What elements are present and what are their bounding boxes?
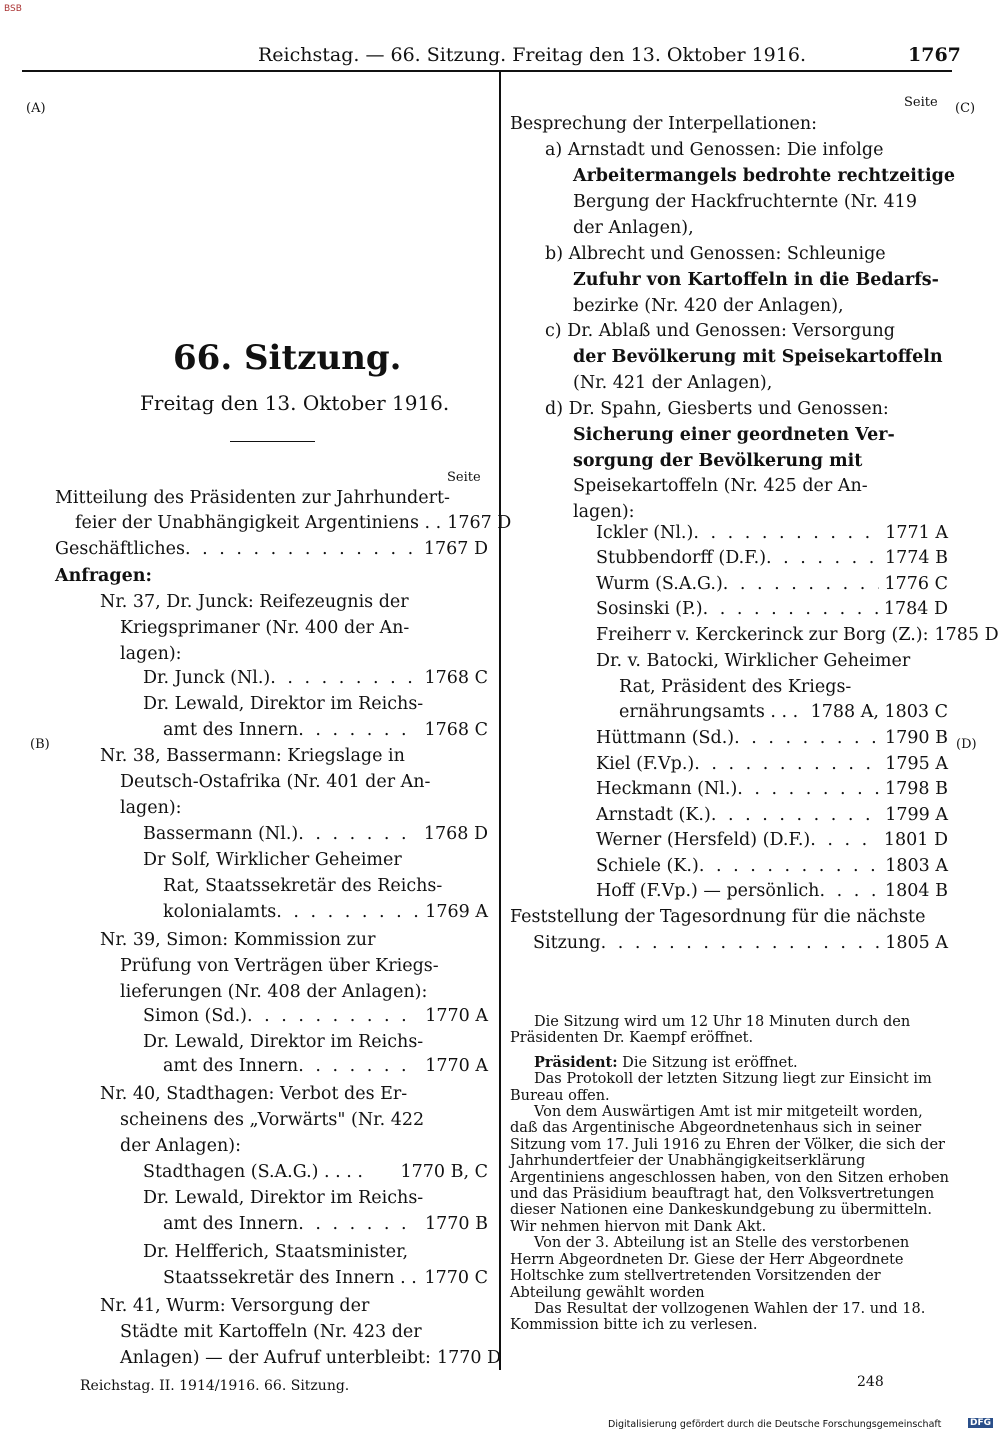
toc-line: lagen): xyxy=(573,502,635,522)
toc-page: 1784 D xyxy=(883,599,948,619)
toc-line: der Anlagen), xyxy=(573,218,694,238)
toc-line: Zufuhr von Kartoffeln in die Bedarfs- xyxy=(573,270,939,290)
toc-line: Deutsch-Ostafrika (Nr. 401 der An- xyxy=(120,772,431,792)
toc-line: Kriegsprimaner (Nr. 400 der An- xyxy=(120,618,410,638)
toc-line: Rat, Staatssekretär des Reichs- xyxy=(163,876,443,896)
toc-row xyxy=(163,719,488,741)
margin-d: (D) xyxy=(956,737,977,752)
toc-row xyxy=(596,778,948,800)
toc-line: a) Arnstadt und Genossen: Die infolge xyxy=(545,140,884,160)
toc-line: Mitteilung des Präsidenten zur Jahrhundert- xyxy=(55,488,450,508)
toc-page: 1768 C xyxy=(424,720,488,740)
toc-label: Wurm (S.A.G.) xyxy=(596,574,723,594)
toc-label: Sosinski (P.) xyxy=(596,599,703,619)
toc-label: feier der Unabhängigkeit Argentiniens . . xyxy=(75,513,442,533)
margin-a: (A) xyxy=(26,101,46,116)
toc-label: Sitzung xyxy=(533,933,601,953)
toc-page: 1790 B xyxy=(885,728,948,748)
toc-label: Hoff (F.Vp.) — persönlich xyxy=(596,881,820,901)
toc-row xyxy=(596,598,948,620)
toc-row xyxy=(163,1055,488,1077)
library-mark: BSB xyxy=(4,4,22,14)
session-date: Freitag den 13. Oktober 1916. xyxy=(140,391,450,415)
toc-page: 1769 A xyxy=(425,902,488,922)
toc-line: Dr. Lewald, Direktor im Reichs- xyxy=(143,694,424,714)
election-paragraph: Von der 3. Abteilung ist an Stelle des verstorbenen Herrn Abgeordneten Dr. Giese der Herr Abgeordnete Holtschke zum stellvertretenden Vorsitzenden der Abteilung gewählt worden xyxy=(510,1235,910,1301)
toc-label: Dr. Junck (Nl.) xyxy=(143,668,271,688)
toc-line: der Anlagen): xyxy=(120,1136,241,1156)
toc-row xyxy=(596,753,948,775)
toc-page: 1798 B xyxy=(885,779,948,799)
toc-line: Feststellung der Tagesordnung für die nächste xyxy=(510,907,926,927)
toc-page: 1774 B xyxy=(885,548,948,568)
toc-page: 1770 B xyxy=(425,1214,488,1234)
toc-line: Bergung der Hackfruchternte (Nr. 419 xyxy=(573,192,917,212)
toc-line: d) Dr. Spahn, Giesberts und Genossen: xyxy=(545,399,889,419)
toc-row xyxy=(596,855,948,877)
dfg-credit: Digitalisierung gefördert durch die Deutsche Forschungsgemeinschaft xyxy=(608,1419,942,1430)
toc-line: b) Albrecht und Genossen: Schleunige xyxy=(545,244,886,264)
toc-line: c) Dr. Ablaß und Genossen: Versorgung xyxy=(545,321,895,341)
toc-line: Arbeitermangels bedrohte rechtzeitige xyxy=(573,166,955,186)
toc-label: Kiel (F.Vp.) xyxy=(596,754,695,774)
toc-row xyxy=(596,727,948,749)
toc-label: amt des Innern xyxy=(163,1056,299,1076)
toc-row xyxy=(143,1161,488,1183)
toc-page: 1804 B xyxy=(885,881,948,901)
toc-page: 1788 A, 1803 C xyxy=(810,702,948,722)
toc-label: Simon (Sd.) xyxy=(143,1006,247,1026)
toc-label: kolonialamts xyxy=(163,902,277,922)
toc-row xyxy=(596,880,948,902)
margin-b: (B) xyxy=(30,737,50,752)
toc-row xyxy=(619,701,948,723)
results-paragraph: Das Resultat der vollzogenen Wahlen der 17. und 18. Kommission bitte ich zu verlesen. xyxy=(510,1300,926,1334)
toc-page: 1768 C xyxy=(424,668,488,688)
toc-label: Heckmann (Nl.) xyxy=(596,779,738,799)
toc-line: lagen): xyxy=(120,798,182,818)
toc-row xyxy=(596,829,948,851)
toc-page: 1785 D xyxy=(934,625,999,645)
toc-page: 1770 A xyxy=(425,1006,488,1026)
toc-page: 1795 A xyxy=(885,754,948,774)
toc-label: Staatssekretär des Innern . . xyxy=(163,1268,417,1288)
toc-label: Stubbendorff (D.F.) xyxy=(596,548,767,568)
toc-label: Anlagen) — der Aufruf unterbleibt: xyxy=(120,1348,431,1368)
toc-row xyxy=(55,538,488,560)
toc-row xyxy=(143,1005,488,1027)
toc-row xyxy=(596,804,948,826)
toc-line: Dr. Helfferich, Staatsminister, xyxy=(143,1242,409,1262)
toc-line: bezirke (Nr. 420 der Anlagen), xyxy=(573,296,844,316)
toc-label: Freiherr v. Kerckerinck zur Borg (Z.): xyxy=(596,625,929,645)
argentina-paragraph: Von dem Auswärtigen Amt ist mir mitgeteilt worden, daß das Argentinische Abgeordnetenhaus sich in seiner Sitzung vom 17. Juli 1916 zu Ehren der Völker, die sich der Jahrhundertfeier der Unabhängigkeitserklärung Argentiniens angeschlossen haben, von den Sitzen erhoben und das Präsidium beauftragt hat, den Volksvertretungen dieser Nationen eine Dankeskundgebung zu übermitteln. Wir nehmen hiervon mit Dank Akt. xyxy=(510,1104,949,1235)
toc-page: 1770 B, C xyxy=(400,1162,488,1182)
toc-label: Hüttmann (Sd.) xyxy=(596,728,735,748)
toc-line: Dr. v. Batocki, Wirklicher Geheimer xyxy=(596,651,911,671)
toc-row xyxy=(75,512,512,534)
toc-row xyxy=(596,522,948,544)
toc-line: Städte mit Kartoffeln (Nr. 423 der xyxy=(120,1322,422,1342)
minutes-body xyxy=(510,1014,950,1334)
opening-paragraph: Die Sitzung wird um 12 Uhr 18 Minuten durch den Präsidenten Dr. Kaempf eröffnet. xyxy=(510,1014,911,1047)
toc-line: Nr. 40, Stadthagen: Verbot des Er- xyxy=(100,1084,408,1104)
toc-row xyxy=(163,1267,488,1289)
speaker-text: Die Sitzung ist eröffnet. xyxy=(617,1054,798,1071)
toc-page: 1768 D xyxy=(423,824,488,844)
toc-page: 1771 A xyxy=(885,523,948,543)
toc-line: Nr. 37, Dr. Junck: Reifezeugnis der xyxy=(100,592,409,612)
toc-line: scheinens des „Vorwärts" (Nr. 422 xyxy=(120,1110,425,1130)
column-divider xyxy=(499,72,501,1370)
toc-line: Nr. 39, Simon: Kommission zur xyxy=(100,930,376,950)
toc-row xyxy=(163,1213,488,1235)
toc-line: Prüfung von Verträgen über Kriegs- xyxy=(120,956,439,976)
toc-page: 1803 A xyxy=(885,856,948,876)
toc-line: Nr. 38, Bassermann: Kriegslage in xyxy=(100,746,405,766)
session-title: 66. Sitzung. xyxy=(173,338,402,378)
toc-label: amt des Innern xyxy=(163,1214,299,1234)
title-rule xyxy=(230,441,315,442)
running-title: Reichstag. — 66. Sitzung. Freitag den 13. Oktober 1916. xyxy=(258,44,806,66)
toc-line: der Bevölkerung mit Speisekartoffeln xyxy=(573,347,943,367)
toc-line: Rat, Präsident des Kriegs- xyxy=(619,677,852,697)
toc-label: Arnstadt (K.) xyxy=(596,805,711,825)
toc-page: 1801 D xyxy=(883,830,948,850)
seite-label-right: Seite xyxy=(904,95,938,110)
toc-line: Speisekartoffeln (Nr. 425 der An- xyxy=(573,476,868,496)
toc-line: Dr. Lewald, Direktor im Reichs- xyxy=(143,1032,424,1052)
page-number: 1767 xyxy=(908,44,961,66)
toc-line: lagen): xyxy=(120,644,182,664)
protocol-paragraph: Das Protokoll der letzten Sitzung liegt zur Einsicht im Bureau offen. xyxy=(510,1071,932,1104)
toc-row xyxy=(120,1347,502,1369)
toc-label: Geschäftliches xyxy=(55,539,185,559)
toc-page: 1770 C xyxy=(424,1268,488,1288)
toc-line: Sicherung einer geordneten Ver- xyxy=(573,425,895,445)
toc-line: Nr. 41, Wurm: Versorgung der xyxy=(100,1296,370,1316)
footer-left: Reichstag. II. 1914/1916. 66. Sitzung. xyxy=(80,1378,350,1394)
toc-page: 1770 D xyxy=(436,1348,502,1368)
toc-heading: Anfragen: xyxy=(55,566,152,586)
seite-label-left: Seite xyxy=(447,470,481,485)
toc-page: 1776 C xyxy=(884,574,948,594)
footer-sheet: 248 xyxy=(857,1374,884,1390)
toc-row xyxy=(596,573,948,595)
toc-row xyxy=(163,901,488,923)
toc-row xyxy=(533,932,948,954)
toc-page: 1767 D xyxy=(447,513,512,533)
toc-row xyxy=(143,823,488,845)
toc-line: Besprechung der Interpellationen: xyxy=(510,114,818,134)
toc-line: Dr Solf, Wirklicher Geheimer xyxy=(143,850,402,870)
toc-page: 1770 A xyxy=(425,1056,488,1076)
toc-page: 1799 A xyxy=(885,805,948,825)
toc-line: Dr. Lewald, Direktor im Reichs- xyxy=(143,1188,424,1208)
toc-label: Schiele (K.) xyxy=(596,856,699,876)
toc-page: 1767 D xyxy=(423,539,488,559)
dfg-logo: DFG xyxy=(970,1418,992,1428)
margin-c: (C) xyxy=(955,101,976,116)
toc-label: Werner (Hersfeld) (D.F.) xyxy=(596,830,811,850)
president-paragraph xyxy=(510,1055,950,1071)
header-rule xyxy=(22,70,952,72)
toc-label: ernährungsamts . . . xyxy=(619,702,799,722)
toc-label: Ickler (Nl.) xyxy=(596,523,694,543)
toc-line: (Nr. 421 der Anlagen), xyxy=(573,373,773,393)
toc-line: lieferungen (Nr. 408 der Anlagen): xyxy=(120,982,428,1002)
toc-page: 1805 A xyxy=(885,933,948,953)
toc-line: sorgung der Bevölkerung mit xyxy=(573,451,863,471)
toc-row xyxy=(596,547,948,569)
speaker-label: Präsident: xyxy=(534,1053,618,1071)
toc-label: Bassermann (Nl.) xyxy=(143,824,299,844)
toc-label: Stadthagen (S.A.G.) . . . . xyxy=(143,1162,363,1182)
toc-label: amt des Innern xyxy=(163,720,299,740)
toc-row xyxy=(143,667,488,689)
toc-row xyxy=(596,624,999,646)
